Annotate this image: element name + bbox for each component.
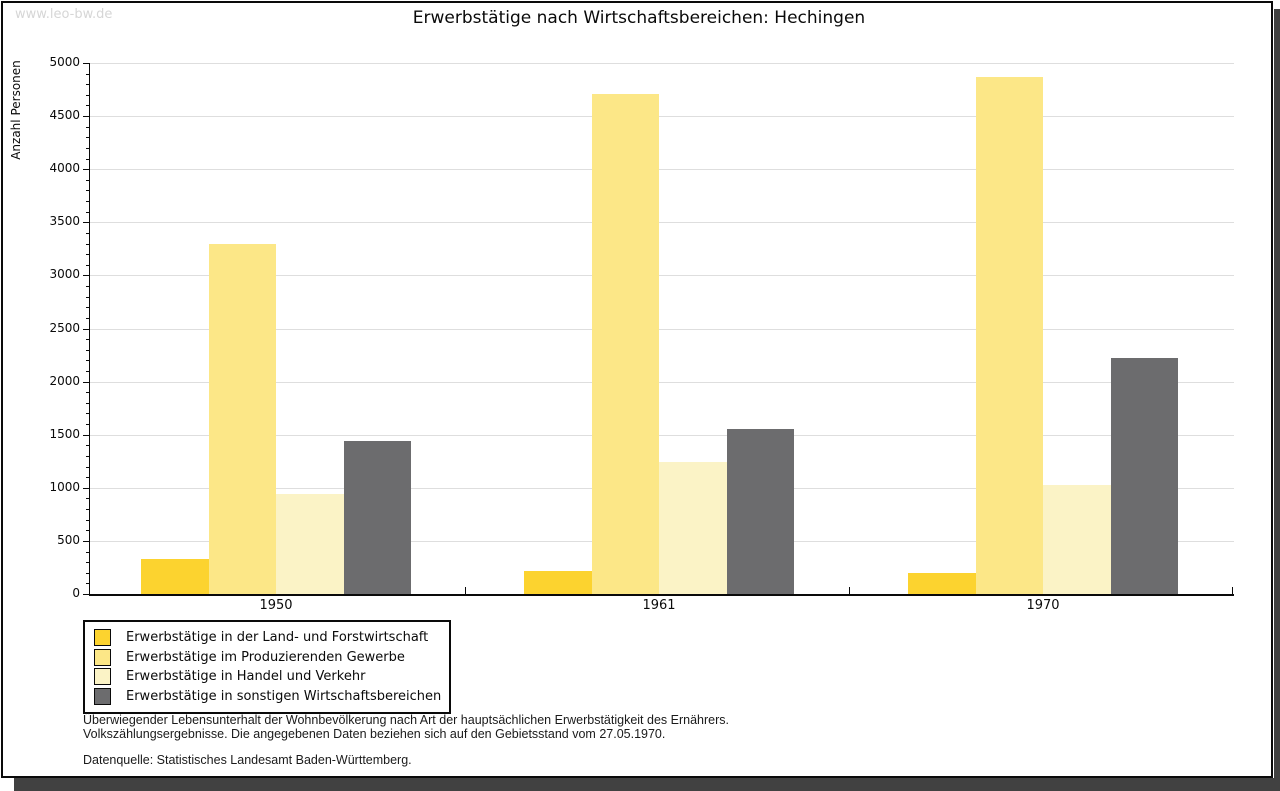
y-tick-label: 1000 <box>49 479 80 494</box>
bar-1950-series4 <box>344 441 412 594</box>
y-tick-label: 3500 <box>49 214 80 229</box>
bar-1970-series1 <box>908 573 976 594</box>
gridline-4000 <box>90 169 1234 170</box>
y-tick-label: 2000 <box>49 373 80 388</box>
chart-title: Erwerbstätige nach Wirtschaftsbereichen: Hechingen <box>412 8 866 28</box>
legend-swatch <box>94 629 111 646</box>
bar-1970-series3 <box>1043 485 1111 594</box>
bar-1961-series4 <box>727 429 795 594</box>
legend-item <box>94 648 449 668</box>
legend-item <box>94 628 449 648</box>
gridline-5000 <box>90 63 1234 64</box>
data-source: Datenquelle: Statistisches Landesamt Baden-Württemberg. <box>83 753 412 767</box>
x-divider-tick <box>1232 587 1233 594</box>
x-category-label: 1961 <box>642 598 676 613</box>
legend-item <box>94 667 449 687</box>
legend-label: Erwerbstätige in der Land- und Forstwirtschaft <box>126 630 429 646</box>
legend-item <box>94 687 449 707</box>
gridline-4500 <box>90 116 1234 117</box>
x-category-label: 1950 <box>259 598 293 613</box>
gridline-3500 <box>90 222 1234 223</box>
bar-1950-series3 <box>276 494 344 594</box>
bar-1961-series2 <box>592 94 660 594</box>
footnote-line-2: Volkszählungsergebnisse. Die angegebenen Daten beziehen sich auf den Gebietsstand vom 27.05.1970. <box>83 727 666 741</box>
legend-label: Erwerbstätige in Handel und Verkehr <box>126 669 366 685</box>
bar-1961-series1 <box>524 571 592 594</box>
y-tick-label: 3000 <box>49 267 80 282</box>
y-tick-label: 4500 <box>49 108 80 123</box>
y-tick-label: 2500 <box>49 320 80 335</box>
y-tick-label: 5000 <box>49 55 80 69</box>
x-divider-tick <box>849 587 850 594</box>
bar-1970-series4 <box>1111 358 1179 594</box>
bar-1970-series2 <box>976 77 1044 594</box>
watermark: www.leo-bw.de <box>15 7 113 22</box>
y-tick-label: 1500 <box>49 426 80 441</box>
legend-swatch <box>94 688 111 705</box>
x-axis-line <box>89 594 1234 596</box>
drop-shadow-right <box>1274 9 1280 791</box>
y-tick-label: 500 <box>57 532 80 547</box>
footnotes <box>83 713 729 767</box>
chart-frame <box>1 1 1273 778</box>
x-category-label: 1970 <box>1026 598 1060 613</box>
y-tick-label: 0 <box>72 586 80 600</box>
y-axis-line <box>89 63 90 594</box>
legend-swatch <box>94 668 111 685</box>
legend-label: Erwerbstätige in sonstigen Wirtschaftsbereichen <box>126 689 442 705</box>
y-axis-title: Anzahl Personen <box>9 60 23 160</box>
legend-swatch <box>94 649 111 666</box>
bar-1961-series3 <box>659 462 727 594</box>
bar-1950-series2 <box>209 244 277 594</box>
legend-label: Erwerbstätige im Produzierenden Gewerbe <box>126 649 405 665</box>
y-tick-label: 4000 <box>49 161 80 176</box>
bar-1950-series1 <box>141 559 209 594</box>
footnote-line-1: Überwiegender Lebensunterhalt der Wohnbevölkerung nach Art der hauptsächlichen Erwerbstätigkeit des Ernährers. <box>83 713 729 727</box>
x-divider-tick <box>465 587 466 594</box>
drop-shadow-bottom <box>14 778 1280 791</box>
legend <box>83 620 451 714</box>
